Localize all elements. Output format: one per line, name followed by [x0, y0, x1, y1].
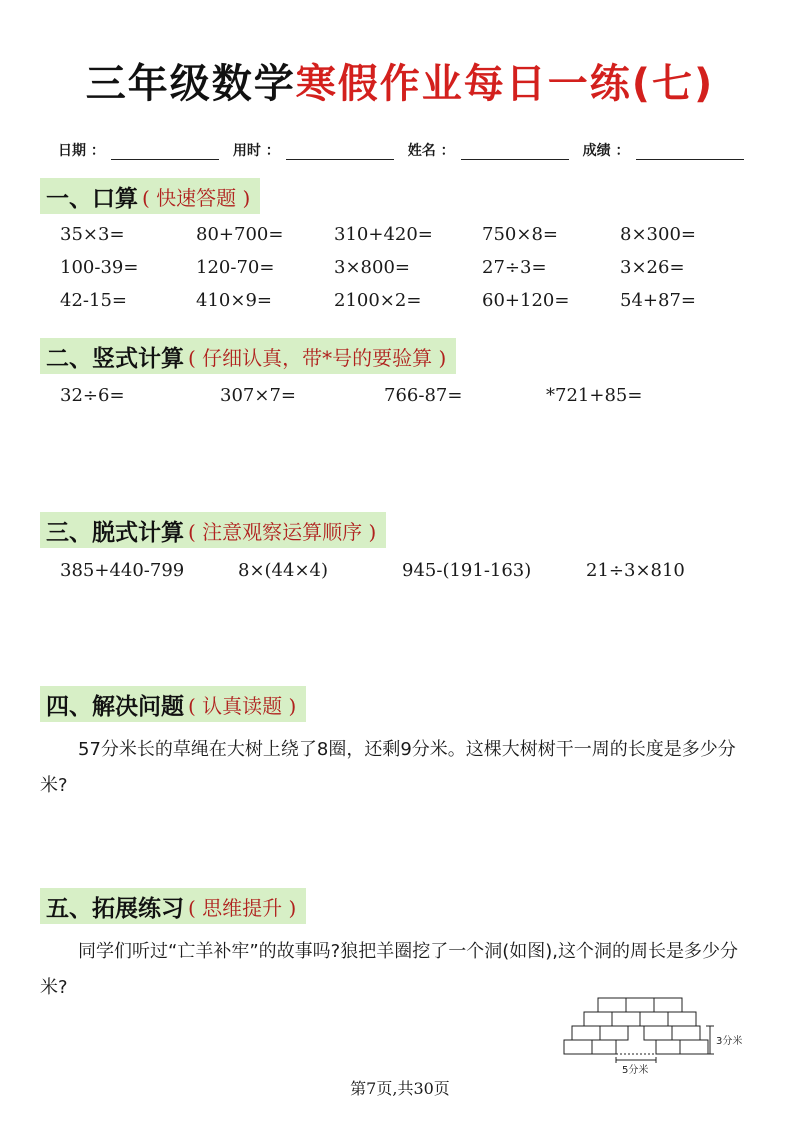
page-title	[0, 52, 800, 109]
section-hint: ( 快速答题 )	[142, 185, 251, 210]
date-field	[58, 140, 219, 160]
section-problem-heading	[40, 686, 306, 722]
oral-item: 410×9=	[196, 290, 272, 311]
info-row	[58, 140, 758, 160]
name-field	[408, 140, 569, 160]
vertical-item: 307×7=	[220, 385, 296, 406]
section-oral-heading	[40, 178, 260, 214]
time-blank[interactable]	[286, 145, 394, 160]
section-title: 五、拓展练习	[46, 895, 184, 922]
time-field	[233, 140, 394, 160]
section-hint: ( 注意观察运算顺序 )	[188, 519, 377, 544]
oral-item: 100-39=	[60, 257, 139, 278]
oral-item: 120-70=	[196, 257, 275, 278]
vertical-item: 766-87=	[384, 385, 463, 406]
score-blank[interactable]	[636, 145, 744, 160]
score-label: 成绩 ：	[582, 143, 630, 159]
oral-item: 2100×2=	[334, 290, 422, 311]
oral-item: 3×26=	[620, 257, 685, 278]
width-label: 5分米	[622, 1065, 649, 1076]
stepwise-item: 385+440-799	[60, 560, 185, 581]
oral-item: 80+700=	[196, 224, 284, 245]
section-title: 一、口算	[46, 185, 138, 212]
name-label: 姓名 ：	[407, 143, 455, 159]
oral-item: 750×8=	[482, 224, 558, 245]
section-vertical-heading	[40, 338, 456, 374]
title-black-part: 三年级数学	[85, 61, 296, 107]
section-hint: ( 仔细认真，带*号的要验算 )	[188, 345, 447, 370]
oral-item: 60+120=	[482, 290, 570, 311]
oral-item: 3×800=	[334, 257, 410, 278]
oral-item: 310+420=	[334, 224, 433, 245]
section-title: 四、解决问题	[46, 693, 184, 720]
oral-item: 54+87=	[620, 290, 696, 311]
section-hint: ( 思维提升 )	[188, 895, 297, 920]
stepwise-item: 8×(44×4)	[238, 560, 329, 581]
brick-wall-figure	[560, 996, 760, 1076]
stepwise-item: 945-(191-163)	[402, 560, 532, 581]
oral-item: 8×300=	[620, 224, 696, 245]
score-field	[583, 140, 744, 160]
vertical-item: *721+85=	[546, 385, 643, 406]
problem-text: 57分米长的草绳在大树上绕了8圈，还剩9分米。这棵大树树干一周的长度是多少分米?	[40, 739, 736, 796]
extension-text: 同学们听过“亡羊补牢”的故事吗?狼把羊圈挖了一个洞(如图),这个洞的周长是多少分米?	[40, 941, 738, 998]
section-title: 三、脱式计算	[46, 519, 184, 546]
vertical-item: 32÷6=	[60, 385, 125, 406]
title-red-part: 寒假作业每日一练(七)	[295, 61, 715, 107]
date-label: 日期 ：	[58, 143, 105, 159]
section-hint: ( 认真读题 )	[188, 693, 297, 718]
name-blank[interactable]	[461, 145, 569, 160]
oral-item: 27÷3=	[482, 257, 547, 278]
section-stepwise-heading	[40, 512, 386, 548]
oral-item: 42-15=	[60, 290, 127, 311]
date-blank[interactable]	[111, 145, 219, 160]
stepwise-item: 21÷3×810	[586, 560, 685, 581]
oral-item: 35×3=	[60, 224, 125, 245]
height-label: 3分米	[716, 1036, 743, 1047]
section-extension-heading	[40, 888, 306, 924]
time-label: 用时 ：	[232, 143, 280, 159]
section-title: 二、竖式计算	[46, 345, 184, 372]
page-footer: 第7页,共30页	[350, 1079, 450, 1098]
brick-wall-svg	[560, 996, 760, 1076]
